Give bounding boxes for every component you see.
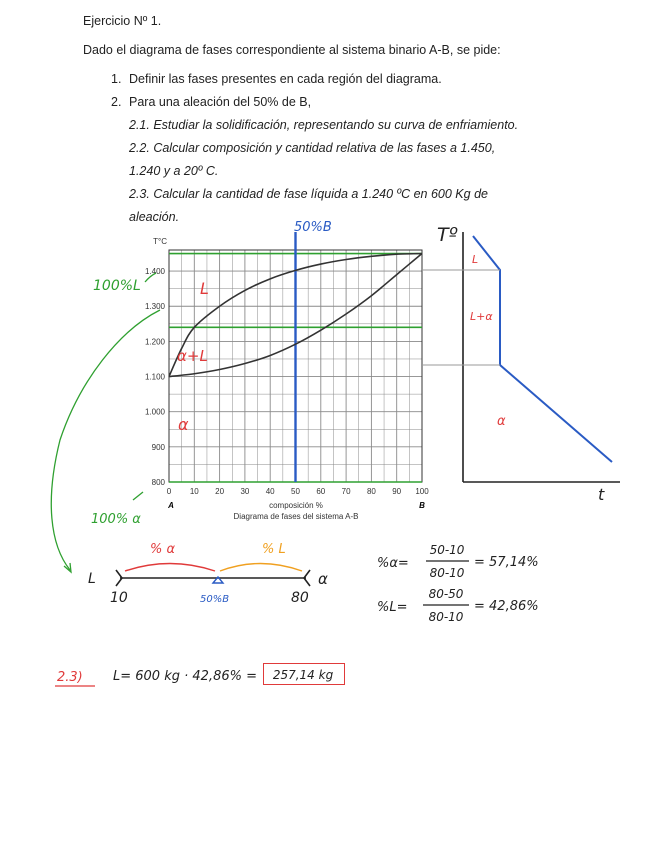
subitem-2-3-cont: aleación. — [129, 210, 180, 224]
lever-rule — [88, 542, 328, 606]
x-tick-label: 10 — [189, 487, 199, 496]
subitem-2-1: 2.1. Estudiar la solidificación, representando su curva de enfriamiento. — [129, 118, 519, 132]
lever-mid: 50%B — [200, 594, 230, 605]
lever-right-alpha: α — [318, 570, 328, 588]
y-tick-label: 900 — [151, 442, 165, 452]
y-axis-label: T°C — [153, 237, 167, 246]
x-tick-label: 20 — [215, 487, 225, 496]
list-item-text: Para una aleación del 50% de B, — [129, 95, 312, 109]
x-tick-label: 100 — [415, 487, 429, 496]
lever-brace-L — [220, 564, 302, 572]
formulas — [377, 543, 539, 624]
subitem-2-2-cont: 1.240 y a 20º C. — [129, 164, 219, 178]
y-tick-label: 1.300 — [144, 302, 165, 312]
y-tick-label: 1.400 — [144, 267, 165, 277]
cooling-region-L: L — [472, 253, 479, 266]
x-tick-label: 70 — [341, 487, 351, 496]
lever-brace-alpha — [125, 564, 215, 572]
cooling-T-label: Tº — [437, 224, 458, 246]
lever-pct-alpha: % α — [150, 542, 176, 557]
x-end-label-B: B — [419, 501, 425, 510]
exercise-intro: Dado el diagrama de fases correspondiente al sistema binario A-B, se pide: — [83, 43, 501, 57]
y-tick-label: 1.200 — [144, 337, 165, 347]
region-alpha-L: α+L — [177, 347, 208, 365]
annotation-100a: 100% α — [91, 512, 141, 527]
formula2-num: 80-50 — [428, 587, 464, 601]
x-tick-label: 50 — [291, 487, 300, 496]
answer-label: 2.3) — [57, 670, 83, 685]
cooling-curve — [423, 224, 620, 504]
x-end-label-A: A — [168, 501, 174, 510]
cooling-region-a: α — [497, 414, 506, 429]
formula1-result: = 57,14% — [474, 555, 539, 570]
lever-right-cap — [304, 570, 310, 586]
answer-box — [263, 663, 345, 685]
formula1-den: 80-10 — [429, 566, 465, 580]
x-tick-label: 60 — [316, 487, 326, 496]
region-L: L — [200, 279, 209, 298]
subitem-2-2: 2.2. Calcular composición y cantidad relativa de las fases a 1.450, — [129, 141, 496, 155]
green-arrow-curve — [51, 310, 160, 570]
phase-diagram — [145, 232, 429, 521]
list-item-number: 2. — [111, 95, 122, 109]
cooling-t-label: t — [598, 485, 605, 504]
formula1-num: 50-10 — [429, 543, 465, 557]
lever-left-cap — [116, 570, 122, 586]
list-item-number: 1. — [111, 72, 122, 86]
x-tick-label: 30 — [240, 487, 250, 496]
annotation-50B: 50%B — [294, 220, 332, 235]
lever-pct-L: % L — [262, 542, 286, 557]
annotation-100L: 100%L — [93, 278, 141, 294]
cooling-region-La: L+α — [470, 310, 493, 323]
y-tick-label: 800 — [151, 478, 165, 487]
lever-left-L: L — [88, 571, 96, 587]
x-axis-label: composición % — [269, 501, 323, 510]
lever-left-num: 10 — [110, 590, 128, 606]
chart-ticks — [145, 267, 429, 496]
subitem-2-3: 2.3. Calcular la cantidad de fase líquida a 1.240 ºC en 600 Kg de — [129, 187, 488, 201]
answer-result: 257,14 kg — [272, 668, 334, 682]
formula2-den: 80-10 — [428, 610, 464, 624]
formula1-lhs: %α= — [377, 556, 409, 571]
arrow-100a — [133, 492, 143, 500]
formula2-result: = 42,86% — [474, 599, 539, 614]
exercise-title: Ejercicio Nº 1. — [83, 14, 162, 28]
list-item-text: Definir las fases presentes en cada región del diagrama. — [129, 72, 442, 86]
x-tick-label: 90 — [392, 487, 402, 496]
region-alpha: α — [178, 415, 189, 434]
lever-right-num: 80 — [291, 590, 309, 606]
x-tick-label: 80 — [366, 487, 376, 496]
y-tick-label: 1.100 — [144, 372, 165, 382]
chart-title: Diagrama de fases del sistema A-B — [233, 512, 359, 521]
answer-expression: L= 600 kg · 42,86% = — [113, 669, 257, 684]
y-tick-label: 1.000 — [144, 407, 165, 417]
x-tick-label: 40 — [265, 487, 275, 496]
formula2-lhs: %L= — [377, 600, 408, 615]
x-tick-label: 0 — [166, 487, 172, 496]
